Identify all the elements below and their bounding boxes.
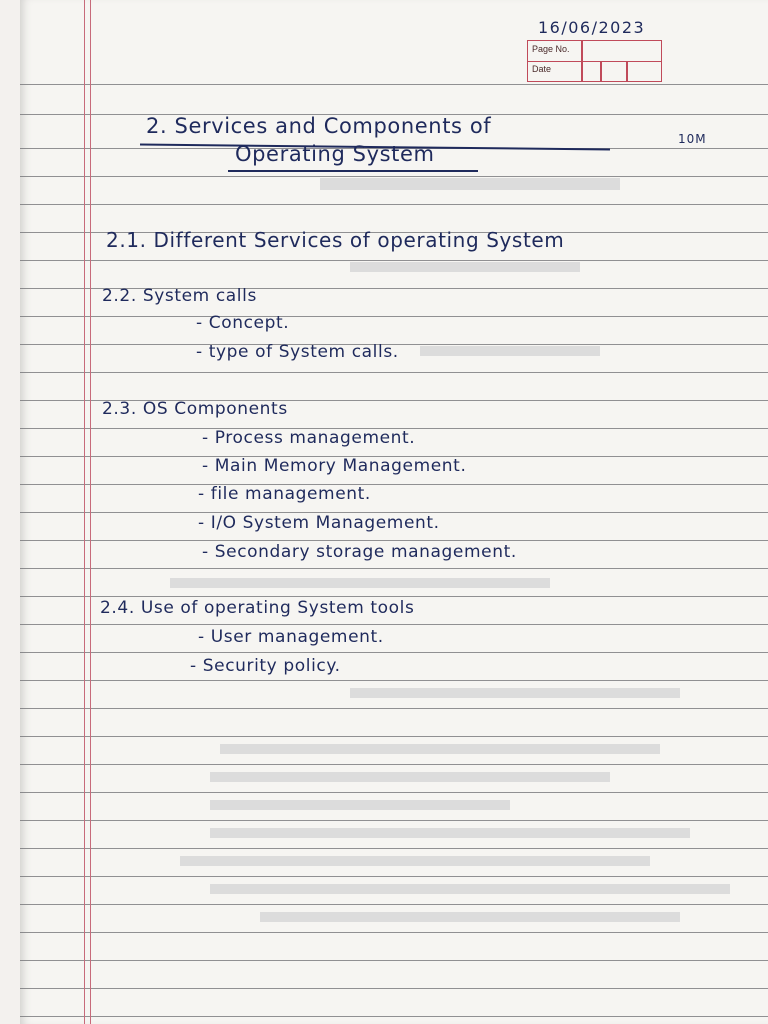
section-2-3-item-file: - file management.: [198, 484, 371, 504]
page-date-box: [527, 40, 662, 82]
section-2-2-item-concept: - Concept.: [196, 313, 290, 333]
notebook-page: [20, 0, 768, 1024]
section-2-3-item-io: - I/O System Management.: [198, 513, 440, 533]
section-2-3-item-memory: - Main Memory Management.: [202, 456, 467, 476]
section-2-3-item-process: - Process management.: [202, 428, 416, 448]
section-2-4-heading: 2.4. Use of operating System tools: [100, 598, 415, 618]
page-no-row: [528, 41, 661, 62]
section-2-2-heading: 2.2. System calls: [102, 286, 257, 306]
margin-line-left: [84, 0, 85, 1024]
section-2-4-item-user: - User management.: [198, 627, 384, 647]
written-date: 16/06/2023: [538, 18, 646, 37]
date-label: Date: [532, 64, 552, 74]
section-2-1-heading: 2.1. Different Services of operating System: [106, 228, 565, 252]
date-row: [528, 61, 661, 81]
section-2-3-item-secondary: - Secondary storage management.: [202, 542, 517, 562]
marks-label: 10M: [678, 132, 707, 146]
section-2-3-heading: 2.3. OS Components: [102, 399, 288, 419]
margin-line-right: [90, 0, 91, 1024]
section-2-2-item-types: - type of System calls.: [196, 342, 399, 362]
page-no-label: Page No.: [532, 44, 570, 54]
title-line-2: Operating System: [235, 142, 435, 166]
section-2-4-item-security: - Security policy.: [190, 656, 341, 676]
title-underline-2: [228, 170, 478, 172]
title-line-1: 2. Services and Components of: [146, 114, 492, 138]
